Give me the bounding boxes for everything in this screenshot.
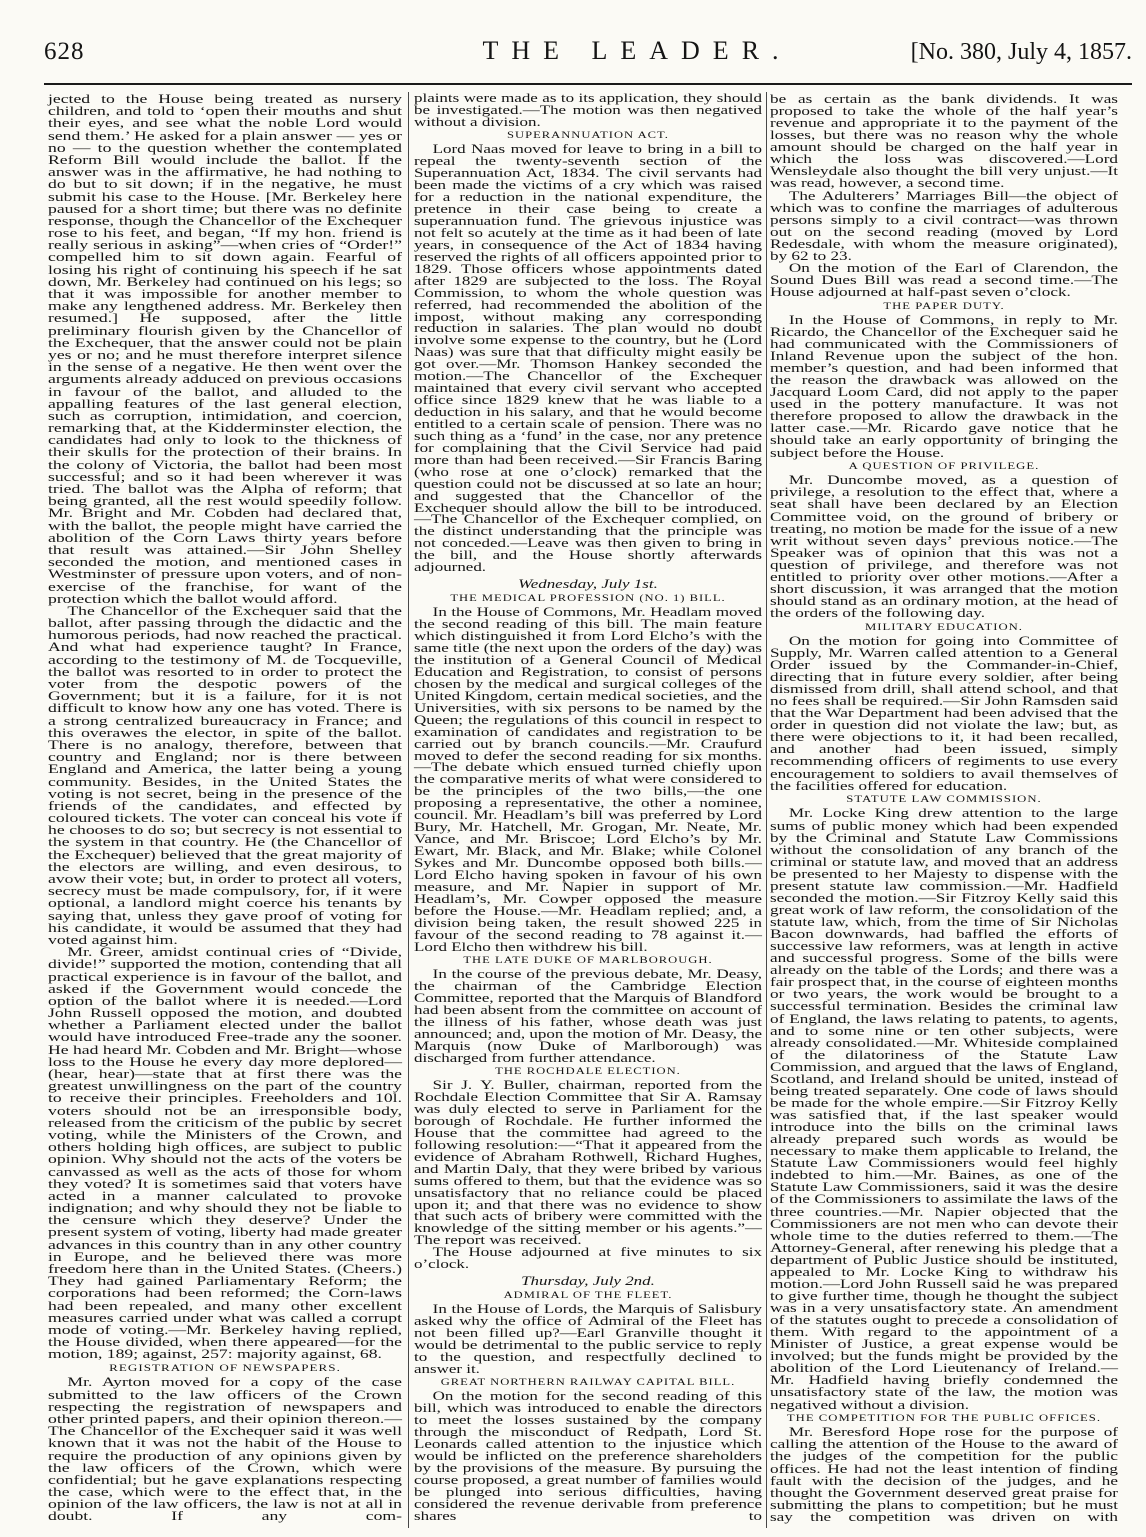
- section-heading: THE LATE DUKE OF MARLBOROUGH.: [463, 956, 713, 967]
- paragraph: In the House of Lords, the Marquis of Salisbury asked why the office of Admiral of the Fleet has not been filled up?—Earl Granville thought it would be detrimental to the public service to reply to the question, and respectfully declined to answer it.: [414, 1302, 762, 1376]
- paragraph: In the House of Commons, Mr. Headlam moved the second reading of this bill. The main feature which distinguished it from Lord Elcho’s with the same title (the next upon the orders of the day) was the institution of a General Council of Medical Education and Registration, to consist of persons chosen by the medical and surgical colleges of the United Kingdom, certain medical societies, and the Universities, with six persons to be named by the Queen; the regulations of this council in respect to examination of candidates and registration to be carried out by branch councils.—Mr. Craufurd moved to defer the second reading for six months.—The debate which ensued turned chiefly upon the comparative merits of what were considered to be the principles of the two bills,—the one proposing a representative, the other a nominee, council. Mr. Headlam’s bill was preferred by Lord Bury, Mr. Hatchell, Mr. Grogan, Mr. Neate, Mr. Vance, and Mr. Briscoe; Lord Elcho’s by Mr. Ewart, Mr. Black, and Mr. Blake; while Colonel Sykes and Mr. Duncombe opposed both bills.—Lord Elcho having spoken in favour of his own measure, and Mr. Napier in support of Mr. Headlam’s, Mr. Cowper opposed the measure before the House.—Mr. Headlam replied; and, a division being taken, the result showed 225 in favour of the second reading to 78 against it.—Lord Elcho then withdrew his bill.: [414, 605, 762, 954]
- paragraph: Lord Naas moved for leave to bring in a bill to repeal the twenty-seventh section of the Superannuation Act, 1834. The civil servants had been made the victims of a cry which was raised for a reduction in the national expenditure, the pretence in their case being to create a superannuation fund. The grievous injustice was not felt so acutely at the time as it had been of late years, in consequence of the Act of 1834 having reserved the rights of all officers appointed prior to 1829. Those officers whose appointments dated after 1829 are subjected to the loss. The Royal Commission, to whom the whole question was referred, had recommended the abolition of the impost, without making any corresponding reduction in salaries. The plan would no doubt involve some expense to the country, but he (Lord Naas) was sure that that difficulty might easily be got over.—Mr. Thomson Hankey seconded the motion.—The Chancellor of the Exchequer maintained that every civil servant who accepted office since 1829 knew that he was liable to a deduction in his salary, and that he would become entitled to a certain scale of pension. There was no such thing as a ‘fund’ in the case, nor any pretence for complaining that the Civil Service had paid more than had been received.—Sir Francis Baring (who rose at one o’clock) remarked that the question could not be discussed at so late an hour; and suggested that the Chancellor of the Exchequer should allow the bill to be introduced.—The Chancellor of the Exchequer complied, on the distinct understanding that the principle was not conceded.—Leave was then given to bring in the bill, and the House shortly afterwards adjourned.: [414, 142, 762, 575]
- column-rule: [408, 92, 409, 1528]
- section-heading: SUPERANNUATION ACT.: [507, 131, 669, 142]
- section-heading: THE ROCHDALE ELECTION.: [495, 1067, 681, 1078]
- paragraph: On the motion for the second reading of this bill, which was introduced to enable the directors to meet the losses sustained by the company through the misconduct of Redpath, Lord St. Leonards called attention to the injustice which would be inflicted on the preference shareholders by the provisions of the measure. By pursuing the course proposed, a great number of families would be plunged into serious difficulties, having considered the revenue derivable from preference shares to: [414, 1389, 762, 1523]
- paragraph: jected to the House being treated as nursery children, and told to ‘open their mouths and shut their eyes, and see what the noble Lord would send them.’ He asked for a plain answer — yes or no — to the question whether the contemplated Reform Bill would include the ballot. If the answer was in the affirmative, he had nothing to do but to sit down; if in the negative, he must submit his case to the House. [Mr. Berkeley here paused for a short time; but there was no definite response, though the Chancellor of the Exchequer rose to his feet, and began, “If my hon. friend is really serious in asking”—when cries of “Order!” compelled him to sit down again. Fearful of losing his right of continuing his speech if he sat down, Mr. Berkeley had continued on his legs; so that it was impossible for another member to make any lengthened address. Mr. Berkeley then resumed.] He supposed, after the little preliminary flourish given by the Chancellor of the Exchequer, that the answer could not be plain yes or no; and he must therefore interpret silence in the sense of a negative. He then went over the arguments already adduced on previous occasions in favour of the ballot, and alluded to the appalling features of the last general election, such as corruption, intimidation, and coercion, remarking that, at the Kidderminster election, the candidates had only to look to the thickness of their skulls for the protection of their brains. In the colony of Victoria, the ballot had been most successful; and so it had been wherever it was tried. The ballot was the Alpha of reform; that being granted, all the rest would speedily follow. Mr. Bright and Mr. Cobden had declared that, with the ballot, the people might have carried the abolition of the Corn Laws thirty years before that result was attained.—Sir John Shelley seconded the motion, and mentioned cases in Westminster of pressure upon voters, and of non-exercise of the franchise, for want of the protection which the ballot would afford.: [48, 91, 402, 606]
- section-heading: ADMIRAL OF THE FLEET.: [503, 1291, 673, 1302]
- paragraph: The House adjourned at five minutes to six o’clock.: [414, 1245, 762, 1272]
- issue-date: [No. 380, July 4, 1857.: [910, 39, 1132, 65]
- column-3: [770, 93, 1118, 1523]
- date-heading: Thursday, July 2nd.: [521, 1273, 655, 1288]
- page-number: 628: [44, 38, 85, 65]
- paragraph: Mr. Locke King drew attention to the large sums of public money which had been expended by the Criminal and Statute Law Commissions without the consolidation of any branch of the criminal or statute law, and moved that an address be presented to her Majesty to dispense with the present statute law commission.—Mr. Hadfield seconded the motion.—Sir Fitzroy Kelly said this great work of law reform, the consolidation of the statute law, which, from the time of Sir Nicholas Bacon downwards, had baffled the efforts of successive law reformers, was at length in active and successful progress. Some of the bills were already on the table of the Lords; and there was a fair prospect that, in the course of eighteen months or two years, the work would be brought to a successful termination. Besides the criminal law of England, the laws relating to patents, to agents, and to some nine or ten other subjects, were already consolidated.—Mr. Whiteside complained of the dilatoriness of the Statute Law Commission, and argued that the laws of England, Scotland, and Ireland should be united, instead of being treated separately. One code of laws should be made for the whole empire.—Sir Fitzroy Kelly was satisfied that, if the last speaker would introduce into the bills on the criminal laws already prepared such words as would be necessary to make them applicable to Ireland, the Statute Law Commissioners would feel highly indebted to him.—Mr. Baines, as one of the Statute Law Commissioners, said it was the desire of the Commissioners to assimilate the laws of the three countries.—Mr. Napier objected that the Commissioners are not men who can devote their whole time to the duties referred to them.—The Attorney-General, after renewing his pledge that a department of Public Justice should be instituted, appealed to Mr. Locke King to withdraw his motion.—Lord John Russell said he was prepared to give further time, though he thought the subject was in a very unsatisfactory state. An amendment of the statutes ought to precede a consolidation of them. With regard to the appointment of a Minister of Justice, a great expense would be involved; but the funds might be provided by the abolition of the Lord Lieutenancy of Ireland.—Mr. Hadfield having briefly condemned the unsatisfactory state of the law, the motion was negatived without a division.: [770, 805, 1118, 1412]
- section-heading: THE COMPETITION FOR THE PUBLIC OFFICES.: [786, 1413, 1102, 1425]
- section-heading: REGISTRATION OF NEWSPAPERS.: [109, 1363, 341, 1375]
- section-heading: A QUESTION OF PRIVILEGE.: [848, 461, 1040, 473]
- paragraph: Mr. Greer, amidst continual cries of “Divide, divide!” supported the motion, contending that all practical experience is in favour of the ballot, and asked if the Government would concede the option of the ballot where it is needed.—Lord John Russell opposed the motion, and doubted whether a Parliament elected under the ballot would have introduced Free-trade any the sooner. He had heard Mr. Cobden and Mr. Bright—whose loss to the House he every day more deplored—(hear, hear)—state that at first there was the greatest unwillingness on the part of the country to receive their principles. Freeholders and 10l. voters should not be an irresponsible body, released from the criticism of the public by secret voting, while the Ministers of the Crown, and others holding high offices, are subject to public opinion. Why should not the acts of the voters be canvassed as well as the acts of those for whom they voted? It is sometimes said that voters have acted in a manner calculated to provoke indignation; and why should they not be liable to the censure which they deserve? Under the present system of voting, liberty had made greater advances in this country than in any other country in Europe, and he believed there was more freedom here than in the United States. (Cheers.) They had gained Parliamentary Reform; the corporations had been reformed; the Corn-laws had been repealed, and many other excellent measures carried under what was called a corrupt mode of voting.—Mr. Berkeley having replied, the House divided, when there appeared—for the motion, 189; against, 257: majority against, 68.: [48, 944, 402, 1362]
- section-heading: STATUTE LAW COMMISSION.: [846, 794, 1042, 806]
- section-heading: THE MEDICAL PROFESSION (NO. 1) BILL.: [450, 594, 726, 605]
- section-heading: MILITARY EDUCATION.: [864, 621, 1023, 633]
- column-2: [414, 93, 762, 1523]
- paragraph: On the motion of the Earl of Clarendon, the Sound Dues Bill was read a second time.—The House adjourned at half-past seven o’clock.: [770, 259, 1118, 299]
- column-rule: [766, 92, 767, 1528]
- paragraph: Mr. Beresford Hope rose for the purpose of calling the attention of the House to the award of the judges of the competition for the public offices. He had not the least intention of finding fault with the decision of the judges, and he thought the Government deserved great praise for submitting the plans to competition; but he must say the competition was driven on with: [770, 1424, 1118, 1524]
- date-heading: Wednesday, July 1st.: [518, 576, 658, 591]
- paragraph: Mr. Duncombe moved, as a question of privilege, a resolution to the effect that, where a seat shall have been declared by an Election Committee void, on the ground of bribery or treating, no motion be made for the issue of a new writ without seven days’ previous notice.—The Speaker was of opinion that this was not a question of privilege, and therefore was not entitled to priority over other motions.—After a short discussion, it was arranged that the motion should stand as an ordinary motion, at the head of the orders of the following day.: [770, 472, 1118, 621]
- column-1: [48, 93, 402, 1523]
- section-heading: THE PAPER DUTY.: [883, 300, 1005, 312]
- section-heading: GREAT NORTHERN RAILWAY CAPITAL BILL.: [440, 1378, 736, 1389]
- paragraph: In the course of the previous debate, Mr. Deasy, the chairman of the Cambridge Election Committee, reported that the Marquis of Blandford had been absent from the committee on account of the illness of his father, whose death was just announced; and, upon the motion of Mr. Deasy, the Marquis (now Duke of Marlborough) was discharged from further attendance.: [414, 967, 762, 1065]
- paragraph: The Chancellor of the Exchequer said that the ballot, after passing through the didactic and the humorous periods, had now reached the practical. And what had experience taught? In France, according to the testimony of M. de Tocqueville, the ballot was resorted to in order to protect the voter from the despotic powers of the Government; but it is a failure, for it is not difficult to know how any one has voted. There is a strong centralized bureaucracy in France; and this overawes the elector, in spite of the ballot. There is no analogy, therefore, between that country and England; nor is there between England and America, the latter being a young community. Besides, in the United States the voting is not secret, being in the presence of the friends of the candidates, and effected by coloured tickets. The voter can conceal his vote if he chooses to do so; but secrecy is not essential to the system in that country. He (the Chancellor of the Exchequer) believed that the great majority of the electors are willing, and even desirous, to avow their vote; but, in order to protect all voters, secrecy must be made compulsory, for, if it were optional, a landlord might coerce his tenants by saying that, unless they gave proof of voting for his candidate, it would be assumed that they had voted against him.: [48, 602, 402, 947]
- paragraph: On the motion for going into Committee of Supply, Mr. Warren called attention to a General Order issued by the Commander-in-Chief, directing that in future every soldier, after being dismissed from drill, shall attend school, and that no fees shall be required.—Sir John Ramsden said that the War Department had been advised that the order in question did not violate the law; but, as there were objections to it, it had been recalled, and another had been issued, simply recommending officers of regiments to use every encouragement to soldiers to avail themselves of the facilities offered for education.: [770, 632, 1118, 793]
- paragraph: plaints were made as to its application, they should be investigated.—The motion was then negatived without a division.: [414, 91, 762, 129]
- paragraph: The Adulterers’ Marriages Bill—the object of which was to confine the marriages of adulterous persons simply to a civil contract—was thrown out on the second reading (moved by Lord Redesdale, with whom the measure originated), by 62 to 23.: [770, 187, 1118, 263]
- paragraph: be as certain as the bank dividends. It was proposed to take the whole of the half year’s revenue and appropriate it to the payment of the losses, but there was no reason why the whole amount should be charged on the half year in which the loss was discovered.—Lord Wensleydale also thought the bill very unjust.—It was read, however, a second time.: [770, 91, 1118, 191]
- header-rule: [44, 83, 1132, 85]
- paragraph: Sir J. Y. Buller, chairman, reported from the Rochdale Election Committee that Sir A. Ramsay was duly elected to serve in Parliament for the borough of Rochdale. He further informed the House that the committee had agreed to the following resolution:—“That it appeared from the evidence of Abraham Rothwell, Richard Hughes, and Martin Daly, that they were bribed by various sums offered to them, but that the evidence was so unsatisfactory that no reliance could be placed upon it; and that there was no evidence to show that such acts of bribery were committed with the knowledge of the sitting member or his agents.”—The report was received.: [414, 1078, 762, 1248]
- paragraph: In the House of Commons, in reply to Mr. Ricardo, the Chancellor of the Exchequer said he had communicated with the Commissioners of Inland Revenue upon the subject of the hon. member’s question, and had been informed that the reason the drawback was allowed on the Jacquard Loom Card, did not apply to the paper used in the pottery manufacture. It was not therefore proposed to allow the drawback in the latter case.—Mr. Ricardo gave notice that he should take an early opportunity of bringing the subject before the House.: [770, 311, 1118, 460]
- masthead-title: THE LEADER.: [482, 36, 792, 65]
- paragraph: Mr. Ayrton moved for a copy of the case submitted to the law officers of the Crown respecting the registration of newspapers and other printed papers, and their opinion thereon.—The Chancellor of the Exchequer said it was well known that it was not the habit of the House to require the production of any opinions given by the law officers of the Crown, which were confidential; but he gave explanations respecting the case, which were to the effect that, in the opinion of the law officers, the law is not at all in doubt. If any com-: [48, 1374, 402, 1524]
